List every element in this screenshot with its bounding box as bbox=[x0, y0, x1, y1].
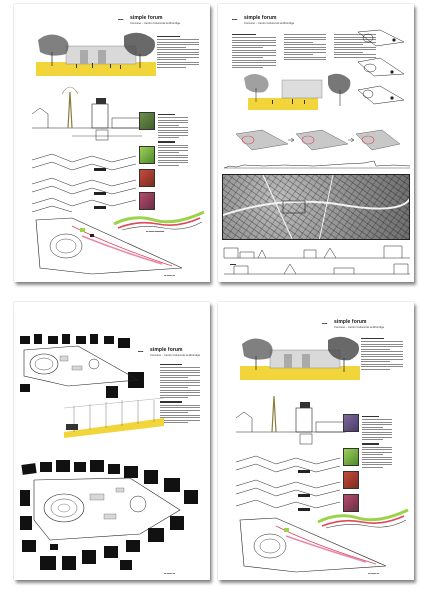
sheet-number-tag: ▬▬ bbox=[138, 350, 144, 353]
bottom-elevations bbox=[224, 244, 410, 278]
site-plan bbox=[32, 216, 202, 278]
panel-sheet-2 bbox=[218, 4, 414, 282]
sheet-footer: ▬ ▬▬ ▬ bbox=[164, 572, 175, 575]
svg-text:▬▬: ▬▬ bbox=[230, 262, 236, 266]
text-column-1 bbox=[232, 34, 276, 70]
aerial-city-map bbox=[222, 174, 410, 240]
text-column-2 bbox=[284, 34, 326, 62]
panel-subtitle: Concurso – Centro Cultural de la Alhóndiga bbox=[334, 326, 384, 329]
elevation-strips bbox=[32, 154, 136, 212]
hero-illustration bbox=[240, 336, 360, 386]
panel-subtitle: Concurso – Centro Cultural de la Alhóndiga bbox=[130, 22, 180, 25]
text-column-2 bbox=[158, 114, 188, 167]
panel-title: simple forum bbox=[334, 319, 367, 325]
section-drawing bbox=[236, 388, 346, 448]
panel-title: simple forum bbox=[244, 15, 277, 21]
panel-sheet-1 bbox=[14, 4, 210, 282]
street-scene bbox=[242, 72, 352, 112]
text-column-2 bbox=[362, 416, 392, 469]
sheet-number-tag: ▬▬ bbox=[232, 18, 238, 21]
sheet-footer: ▬ ▬▬ ▬ bbox=[164, 274, 175, 277]
panel-title: simple forum bbox=[150, 347, 183, 353]
site-plan bbox=[236, 516, 406, 576]
elevation-strips bbox=[236, 456, 340, 514]
skyline-strip bbox=[224, 160, 410, 170]
photo-blossom bbox=[343, 414, 359, 432]
figure-ground-plan-bottom bbox=[20, 460, 200, 576]
panel-subtitle: Concurso – Centro Cultural de la Alhóndiga bbox=[244, 22, 294, 25]
section-drawing bbox=[32, 84, 142, 144]
sheet-number-tag: ▬▬ bbox=[118, 18, 124, 21]
sheet-number-tag: ▬▬ bbox=[322, 322, 328, 325]
photo-red-foliage bbox=[343, 471, 359, 489]
text-column-1 bbox=[157, 36, 199, 69]
photo-red-foliage bbox=[139, 169, 155, 187]
hero-illustration bbox=[36, 32, 156, 82]
photo-plants bbox=[139, 146, 155, 164]
perspective-strip bbox=[64, 398, 164, 438]
panel-sheet-4 bbox=[218, 302, 414, 580]
caption-ribbon: ▬ ▬▬ ▬▬▬▬ bbox=[146, 230, 165, 233]
panel-title: simple forum bbox=[130, 15, 163, 21]
sheet-footer: ▬ ▬▬ ▬ bbox=[368, 572, 379, 575]
panel-sheet-3 bbox=[14, 302, 210, 580]
text-column-1 bbox=[361, 338, 403, 371]
text-column-1 bbox=[160, 364, 200, 425]
figure-ground-plan-top bbox=[18, 332, 148, 402]
photo-tree-1 bbox=[139, 112, 155, 130]
photo-plants bbox=[343, 448, 359, 466]
evolution-diagrams bbox=[232, 126, 402, 156]
panel-subtitle: Concurso – Centro Cultural de la Alhóndiga bbox=[150, 354, 200, 357]
photo-purple-foliage bbox=[139, 192, 155, 210]
plan-sketches bbox=[356, 28, 408, 106]
